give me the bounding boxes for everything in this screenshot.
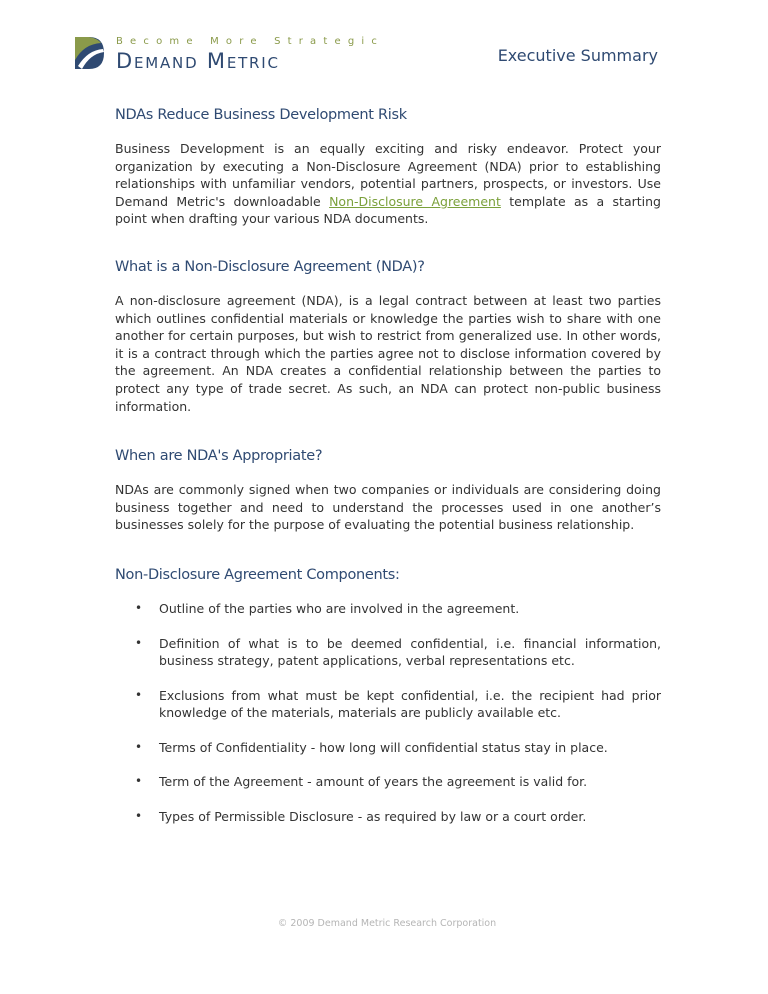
section-when-appropriate: [115, 445, 661, 534]
list-item: [115, 739, 661, 757]
list-item: [115, 773, 661, 791]
logo-brand-name: Demand Metric: [116, 49, 280, 73]
page-footer-copyright: © 2009 Demand Metric Research Corporation: [277, 918, 497, 929]
document-type-title: Executive Summary: [497, 46, 658, 65]
nda-template-link[interactable]: Non-Disclosure Agreement: [329, 193, 501, 209]
bullet-icon: •: [135, 739, 143, 754]
logo-tagline: Become More Strategic: [116, 36, 385, 47]
section-heading: NDAs Reduce Business Development Risk: [115, 107, 407, 123]
list-item-text: Exclusions from what must be kept confidential, i.e. the recipient had prior knowledge of the materials, materials are publicly available etc.: [159, 687, 661, 721]
paragraph-text: template as a starting point when drafting your various NDA documents.: [115, 193, 661, 227]
demand-metric-logo-icon: [72, 36, 106, 70]
section-heading: What is a Non-Disclosure Agreement (NDA)?: [115, 258, 425, 275]
bullet-icon: •: [135, 809, 143, 824]
list-item: [115, 600, 661, 618]
page-header: [0, 0, 768, 90]
bullet-icon: •: [135, 635, 143, 650]
paragraph-text: Business Development is an equally exciting and risky endeavor. Protect your organization by executing a Non-Disclosure Agreement (NDA) prior to establishing relationships with unfamiliar vendors, potential partners, prospects, or investors. Use Demand Metric's downloadable: [115, 141, 661, 209]
bullet-icon: •: [135, 687, 143, 702]
section-heading: Non-Disclosure Agreement Components:: [115, 566, 400, 583]
document-body: [115, 104, 661, 843]
section-paragraph: NDAs are commonly signed when two companies or individuals are considering doing business together and need to understand the processes used in one another’s businesses solely for the purpose of evaluating the potential business relationship.: [115, 482, 661, 533]
bullet-icon: •: [135, 600, 143, 615]
components-list: [115, 600, 661, 826]
logo[interactable]: [72, 36, 385, 76]
section-what-is-nda: [115, 256, 661, 415]
list-item: [115, 808, 661, 826]
section-intro: [115, 104, 661, 228]
section-components: [115, 564, 661, 826]
section-heading: When are NDA's Appropriate?: [115, 448, 323, 465]
list-item-text: Term of the Agreement - amount of years the agreement is valid for.: [159, 774, 588, 790]
list-item-text: Outline of the parties who are involved in the agreement.: [159, 600, 520, 616]
list-item: [115, 635, 661, 670]
bullet-icon: •: [135, 774, 143, 789]
list-item-text: Terms of Confidentiality - how long will confidential status stay in place.: [159, 739, 608, 755]
list-item-text: Definition of what is to be deemed confidential, i.e. financial information, business strategy, patent applications, verbal representations etc.: [159, 635, 661, 669]
section-paragraph: A non-disclosure agreement (NDA), is a legal contract between at least two parties which outlines confidential materials or knowledge the parties wish to share with one another for certain purposes, but wish to restrict from generalized use. In other words, it is a contract through which the parties agree not to disclose information covered by the agreement. An NDA creates a confidential relationship between the parties to protect any type of trade secret. As such, an NDA can protect non-public business information.: [115, 292, 661, 414]
list-item: [115, 687, 661, 722]
section-paragraph: [115, 140, 661, 228]
list-item-text: Types of Permissible Disclosure - as required by law or a court order.: [159, 809, 587, 825]
